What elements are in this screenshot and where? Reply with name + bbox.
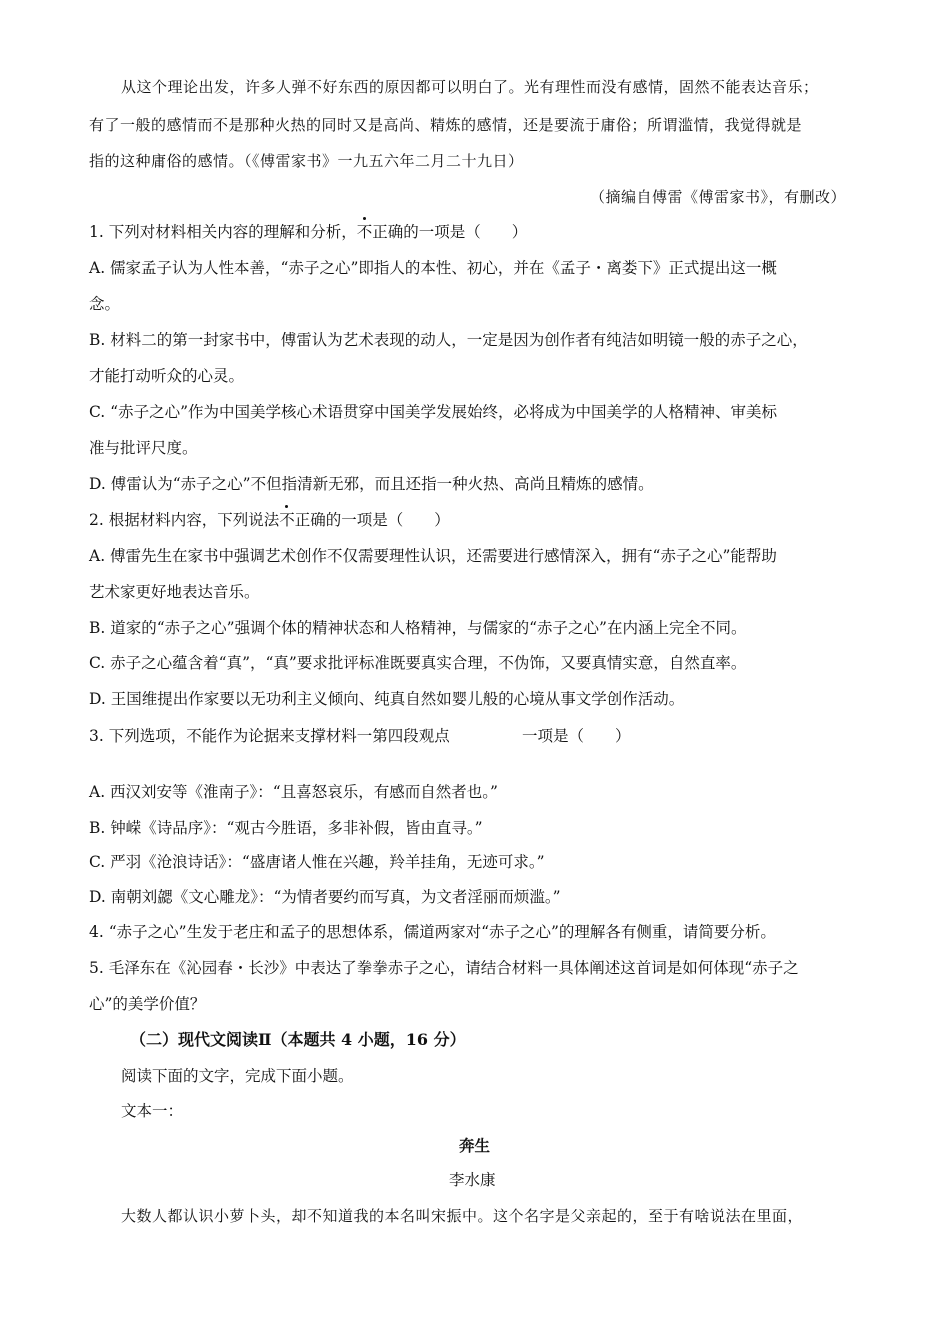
q3-stem-b: 一项是（ ）: [522, 727, 631, 745]
passage-line-1: 从这个理论出发，许多人弹不好东西的原因都可以明白了。光有理性而没有感情，固然不能表达音乐；: [121, 78, 819, 96]
q3-option-d: D. 南朝刘勰《文心雕龙》：“为情者要约而写真，为文者淫丽而烦滥。”: [89, 888, 561, 906]
q1-option-c-line-1: C. “赤子之心”作为中国美学核心术语贯穿中国美学发展始终，必将成为中国美学的人格精神、审美标: [89, 403, 778, 421]
q1-option-a-line-2: 念。: [89, 295, 121, 313]
q3-stem-a: 3. 下列选项，不能作为论据来支撑材料一第四段观点: [89, 727, 450, 745]
section-heading: （二）现代文阅读Ⅱ（本题共 4 小题，16 分）: [130, 1030, 466, 1049]
q1-option-b-line-1: B. 材料二的第一封家书中，傅雷认为艺术表现的动人，一定是因为创作者有纯洁如明镜一般的赤子之心，: [89, 331, 808, 349]
q4-text: 4. “赤子之心”生发于老庄和孟子的思想体系，儒道两家对“赤子之心”的理解各有侧重，请简要分析。: [89, 923, 776, 941]
q1-stem-b: 正确的一项是（ ）: [372, 223, 528, 241]
text-one-label: 文本一：: [121, 1102, 184, 1120]
passage-line-3: 指的这种庸俗的感情。（《傅雷家书》一九五六年二月二十九日）: [89, 152, 524, 170]
q2-option-b: B. 道家的“赤子之心”强调个体的精神状态和人格精神，与儒家的“赤子之心”在内涵上完全不同。: [89, 619, 747, 637]
q2-option-a-line-2: 艺术家更好地表达音乐。: [89, 583, 260, 601]
q3-option-a: A. 西汉刘安等《淮南子》：“且喜怒哀乐，有感而自然者也。”: [89, 783, 498, 801]
q1-stem: [89, 222, 527, 242]
q5-line-1: 5. 毛泽东在《沁园春・长沙》中表达了拳拳赤子之心，请结合材料一具体阐述这首词是如何体现“赤子之: [89, 959, 799, 977]
story-title: 奔生: [459, 1136, 491, 1155]
q2-emphasis-mark: 不: [279, 511, 295, 529]
q1-option-d: D. 傅雷认为“赤子之心”不但指清新无邪，而且还指一种火热、高尚且精炼的感情。: [89, 475, 654, 493]
passage-line-2: 有了一般的感情而不是那种火热的同时又是高尚、精炼的感情，还是要流于庸俗；所谓滥情，我觉得就是: [89, 116, 803, 134]
q3-option-b: B. 钟嵘《诗品序》：“观古今胜语，多非补假，皆由直寻。”: [89, 819, 483, 837]
q1-option-b-line-2: 才能打动听众的心灵。: [89, 367, 245, 385]
story-first-line: 大数人都认识小萝卜头，却不知道我的本名叫宋振中。这个名字是父亲起的，至于有啥说法在里面，: [121, 1207, 804, 1225]
q5-line-2: 心”的美学价值？: [89, 995, 206, 1013]
q1-option-c-line-2: 准与批评尺度。: [89, 439, 198, 457]
q2-stem-a: 2. 根据材料内容，下列说法: [89, 511, 280, 529]
q1-stem-a: 1. 下列对材料相关内容的理解和分析，: [89, 223, 357, 241]
q1-emphasis-mark: 不: [356, 223, 373, 241]
q2-option-c: C. 赤子之心蕴含着“真”，“真”要求批评标准既要真实合理，不伪饰，又要真情实意，自然直率。: [89, 654, 747, 672]
q2-option-d: D. 王国维提出作家要以无功利主义倾向、纯真自然如婴儿般的心境从事文学创作活动。: [89, 690, 685, 708]
q1-option-a-line-1: A. 儒家孟子认为人性本善，“赤子之心”即指人的本性、初心，并在《孟子・离娄下》正式提出这一概: [89, 259, 777, 277]
q2-stem: [89, 510, 450, 530]
section-instruction: 阅读下面的文字，完成下面小题。: [121, 1067, 354, 1085]
story-author: 李水康: [449, 1171, 496, 1189]
q2-stem-b: 正确的一项是（ ）: [294, 511, 450, 529]
passage-source: （摘编自傅雷《傅雷家书》，有删改）: [590, 188, 847, 206]
q2-option-a-line-1: A. 傅雷先生在家书中强调艺术创作不仅需要理性认识，还需要进行感情深入，拥有“赤子之心”能帮助: [89, 547, 777, 565]
q3-option-c: C. 严羽《沧浪诗话》：“盛唐诸人惟在兴趣，羚羊挂角，无迹可求。”: [89, 853, 545, 871]
